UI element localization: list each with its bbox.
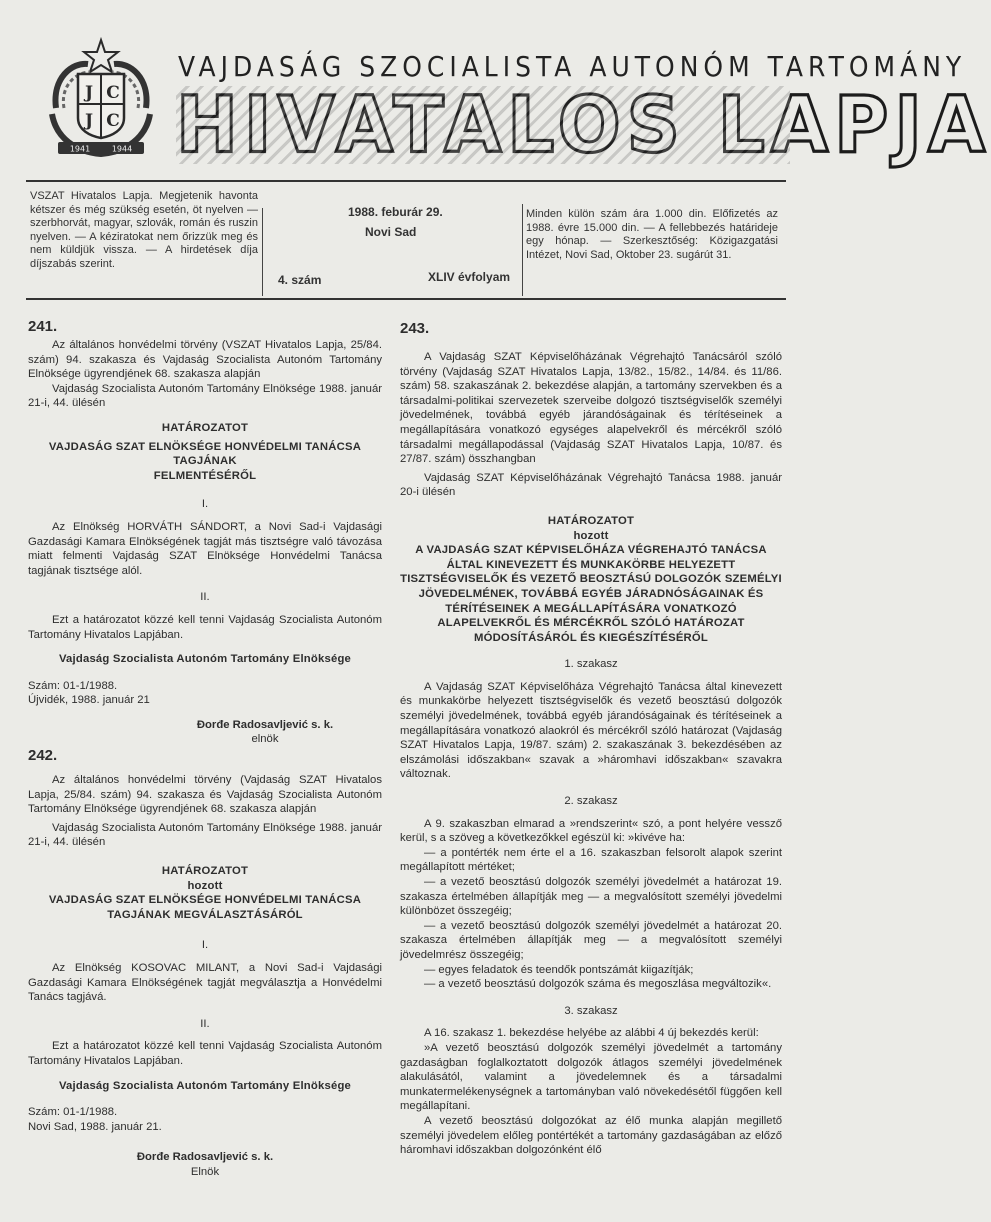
coat-of-arms-emblem	[42, 38, 160, 158]
doc243-section-1: 1. szakasz	[564, 658, 618, 671]
doc242-section-2-text: Ezt a határozatot közzé kell tenni Vajdaság Szocialista Autonóm Tartomány Hivatalos Lapjában.	[28, 1040, 382, 1067]
issue-volume: XLIV évfolyam	[428, 270, 511, 284]
doc243-subject: A VAJDASÁG SZAT KÉPVISELŐHÁZA VÉGREHAJTÓ TANÁCSA ÁLTAL KINEVEZETT ÉS MUNKAKÖRBE HELYEZETT TISZTSÉGVISELŐK ÉS VEZETŐ BEOSZTÁSÚ DOLGOZÓK SZEMÉLYI JÖVEDELMÉNEK, TOVÁBBÁ EGYÉB JÁRADNÓSÁGAINAK ÉS TÉRÍTÉSEINEK A MEGÁLLAPÍTÁSÁRA VONATKOZÓ ALAPELVEKRŐL ÉS MÉRCÉKRŐL SZÓLÓ HATÁROZAT MÓDOSÍTÁSÁRÓL ÉS KIEGÉSZÍTÉSÉRŐL	[400, 544, 782, 644]
doc243-heading-hozott: hozott	[573, 529, 609, 542]
doc243-section-3-text: A 16. szakasz 1. bekezdése helyébe az alábbi 4 új bekezdés kerül:	[424, 1027, 759, 1040]
doc241-section-2: II.	[200, 591, 210, 604]
doc242-issuing-body: Vajdaság Szocialista Autonóm Tartomány Elnöksége	[58, 1079, 352, 1092]
doc242-section-1: I.	[201, 939, 209, 952]
doc242-signer-role: Elnök	[190, 1165, 220, 1178]
document-number-243: 243.	[400, 320, 430, 337]
issue-info-box	[26, 180, 786, 300]
doc243-dash-5: — a vezető beosztású dolgozók száma és megoszlása megváltozik«.	[424, 978, 772, 991]
doc241-session: Vajdaság Szocialista Autonóm Tartomány Elnöksége 1988. január 21-i, 44. ülésén	[28, 382, 382, 410]
emblem-letter-1: Ј	[84, 83, 94, 103]
doc241-section-1: I.	[201, 498, 209, 511]
emblem-year-1: 1941	[69, 144, 91, 154]
doc242-session: Vajdaság Szocialista Autonóm Tartomány Elnöksége 1988. január 21-i, 44. ülésén	[28, 821, 382, 849]
doc242-preamble: Az általános honvédelmi törvény (Vajdaság SZAT Hivatalos Lapja, 25/84. szám) 94. szakasza és Vajdaság Szocialista Autonóm Tartomány Elnöksége ügyrendjének 68. szakasza alapján	[28, 774, 382, 816]
doc243-dash-2: — a vezető beosztású dolgozók személyi jövedelmét a határozat 19. szakasza értelmében állapítják meg — a megvalósított személyi jövedelmi különbözet összegéig;	[400, 876, 782, 918]
doc243-dash-4: — egyes feladatok és teendők pontszámát kiigazítják;	[424, 963, 694, 976]
doc242-heading-hozott: hozott	[187, 879, 223, 892]
doc241-heading: HATÁROZATOT	[161, 421, 249, 434]
issue-city: Novi Sad	[365, 225, 417, 239]
document-number-242: 242.	[28, 747, 58, 765]
document-number-241: 241.	[28, 318, 58, 335]
doc243-section-3: 3. szakasz	[564, 1004, 618, 1017]
emblem-letter-2: С	[106, 83, 120, 103]
doc243-preamble: A Vajdaság SZAT Képviselőházának Végrehajtó Tanácsáról szóló törvény (Vajdaság SZAT Hivatalos Lapja, 13/82., 15/82., 14/84. és 11/86. szám) 58. szakaszának 2. bekezdése alapján, a tartomány szervekben és a társadalmi-politikai szervezetek szerveibe dolgozó tisztségviselők személyi jövedelmének, továbbá egyéb járandóságainak és térítéseinek a megállapítására vonatkozó egységes alapelvekről és mércékről szóló társadalmi megállapodással (Vajdaság SZAT Hivatalos Lapja, 10/87. és 27/87. szám) összhangban	[400, 351, 782, 466]
doc243-section-1-text: A Vajdaság SZAT Képviselőháza Végrehajtó Tanácsa által kinevezett és munkakörbe helyezett tisztségviselők és vezető beosztású dolgozók személyi jövedelmének, továbbá egyéb járandóságainak és térítéseinek a megállapítására vonatkozó alaokról és mércékről szóló határozat (Vajdaság SZAT Hivatalos Lapja, 19/87. szám) 2. szakaszának 3. bekezdésében az elszámolási időszakban« szavak a »háromhavi időszakban« szavakra változnak.	[400, 680, 782, 781]
issue-date: 1988. feburár 29.	[348, 205, 443, 219]
emblem-year-2: 1944	[111, 144, 133, 154]
doc241-section-2-text: Ezt a határozatot közzé kell tenni Vajdaság Szocialista Autonóm Tartomány Hivatalos Lapjában.	[28, 613, 382, 641]
doc242-heading: HATÁROZATOT	[161, 865, 249, 878]
doc242-subject: VAJDASÁG SZAT ELNÖKSÉGE HONVÉDELMI TANÁCSA TAGJÁNAK MEGVÁLASZTÁSÁRÓL	[48, 894, 362, 921]
info-divider-right	[522, 204, 523, 296]
left-column	[28, 318, 382, 1180]
doc243-new-paragraph-2: A vezető beosztású dolgozókat az élő munka alapján megillető személyi jövedelem előleg pontértékét a tartomány gazdaságában az előző háromhavi időszakban dolgozónként élő	[400, 1114, 782, 1157]
doc241-signer-role: elnök	[251, 733, 279, 746]
doc241-issuing-body: Vajdaság Szocialista Autonóm Tartomány Elnöksége	[58, 653, 352, 666]
masthead-title: HIVATALOS LAPJA	[176, 79, 991, 171]
right-column	[400, 320, 782, 1158]
doc241-reference: Szám: 01-1/1988.	[28, 679, 118, 692]
doc242-place-date: Novi Sad, 1988. január 21.	[28, 1120, 162, 1133]
doc241-signer: Đorđe Radosavljević s. k.	[196, 718, 334, 731]
doc243-dash-1: — a pontérték nem érte el a 16. szakaszban felsorolt alapok szerint megállapított mértéket;	[400, 846, 782, 874]
doc241-preamble: Az általános honvédelmi törvény (VSZAT Hivatalos Lapja, 25/84. szám) 94. szakasza és Vajdaság Szocialista Autonóm Tartomány Elnöksége ügyrendjének 68. szakasza alapján	[28, 339, 382, 381]
issue-number: 4. szám	[278, 273, 322, 287]
publication-notice: VSZAT Hivatalos Lapja. Megjetenik havonta kétszer és még szükség esetén, öt nyelven — szerbhorvát, magyar, szlovák, román és ruszin nyelven. — A kéziratokat nem őrizzük meg és nem küldjük vissza. — A hirdetések díja díjszabás szerint.	[30, 190, 258, 270]
emblem-letter-4: С	[106, 111, 120, 131]
doc242-signer: Đorđe Radosavljević s. k.	[136, 1151, 274, 1164]
masthead-supertitle: VAJDASÁG SZOCIALISTA AUTONÓM TARTOMÁNY	[178, 50, 967, 83]
doc243-dash-3: — a vezető beosztású dolgozók személyi jövedelmét a határozat 20. szakasza értelmében állapítják meg — a megvalósított személyi jövedelmrész összegéig;	[400, 919, 782, 961]
doc241-subject-end: FELMENTÉSÉRŐL	[153, 469, 257, 482]
doc243-session: Vajdaság SZAT Képviselőházának Végrehajtó Tanácsa 1988. január 20-i ülésén	[400, 471, 782, 499]
doc241-subject: VAJDASÁG SZAT ELNÖKSÉGE HONVÉDELMI TANÁCSA TAGJÁNAK	[48, 440, 362, 468]
doc242-reference: Szám: 01-1/1988.	[28, 1106, 118, 1119]
doc241-section-1-text: Az Elnökség HORVÁTH SÁNDORT, a Novi Sad-i Vajdasági Gazdasági Kamara Elnökségének tagját más tisztségre való távozása miatt felmenti Vajdaság SZAT Elnöksége Honvédelmi Tanácsa tagjának tisztsége alól.	[28, 520, 382, 577]
doc242-section-1-text: Az Elnökség KOSOVAC MILANT, a Novi Sad-i Vajdasági Gazdasági Kamara Elnökségének tagját megválasztja a Honvédelmi Tanács tagjává.	[28, 962, 382, 1004]
info-divider-left	[262, 208, 263, 296]
doc243-section-2: 2. szakasz	[564, 795, 618, 808]
masthead-title-texture	[176, 79, 991, 171]
doc242-section-2: II.	[200, 1017, 210, 1030]
doc243-new-paragraph-1: »A vezető beosztású dolgozók személyi jövedelmét a tartomány gazdaságban foglalkoztatott dolgozók átlagos személyi jövedelmének alakulásától, valamint a jövedelemnek és a társadalmi munkatermelékenységnek a tartományban való növekedésétől függően kell megállapítani.	[400, 1041, 782, 1113]
subscription-notice: Minden külön szám ára 1.000 din. Előfizetés az 1988. évre 15.000 din. — A fellebbezés határideje egy hónap. — Szerkesztőség: Közigazgatási Intézet, Novi Sad, Oktober 23. sugárút 31.	[526, 208, 778, 261]
doc241-place-date: Újvidék, 1988. január 21	[28, 694, 150, 707]
doc243-heading: HATÁROZATOT	[547, 514, 635, 527]
doc243-section-2-text: A 9. szakaszban elmarad a »rendszerint« szó, a pont helyére vessző kerül, s a szöveg a következőkkel egészül ki: »kivéve ha:	[400, 817, 782, 845]
emblem-letter-3: Ј	[84, 111, 94, 131]
